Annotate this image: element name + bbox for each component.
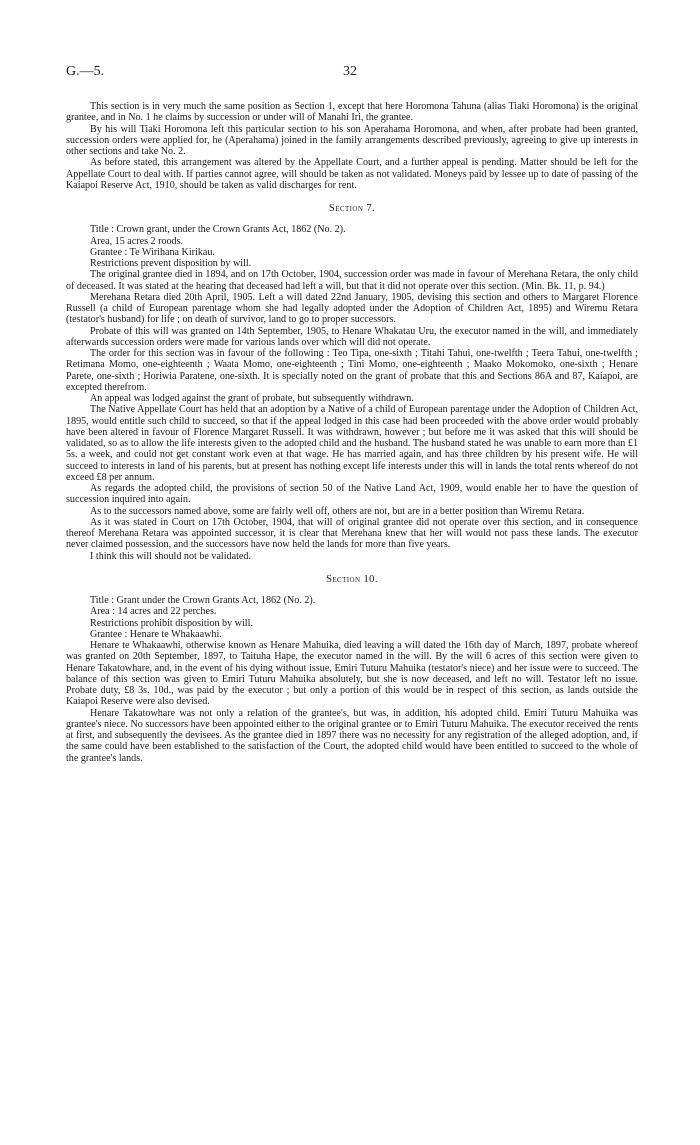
paragraph: As before stated, this arrangement was altered by the Appellate Court, and a further appeal is pending. Matter should be left for the Appellate Court to deal with. If parties cannot agree, will should be taken as not validated. Moneys paid by lessee up to date of passing of the Kaiapoi Reserve Act, 1910, should be taken as valid discharges for rent. [66, 157, 638, 191]
section-10-title-field: Title : Grant under the Crown Grants Act, 1862 (No. 2). [90, 595, 316, 606]
section-10-restrictions-field: Restrictions prohibit disposition by will. [90, 617, 253, 629]
section-7-title-field: Title : Crown grant, under the Crown Grants Act, 1862 (No. 2). [90, 224, 346, 236]
paragraph: As to the successors named above, some are fairly well off, others are not, but are in a better position than Wiremu Retara. [90, 505, 585, 517]
page-header [66, 64, 634, 80]
page-number: 32 [343, 64, 357, 79]
paragraph: The order for this section was in favour of the following : Teo Tipa, one-sixth ; Titahi Tahui, one-twelfth ; Teera Tahui, one-twelfth ; Retimana Momo, one-eighteenth ; Waata Momo, one-eighteenth ; Tini Momo, one-eighteenth ; Maako Mokomoko, one-sixth ; Henare Parete, one-sixth ; Horiwia Paratene, one-sixth. It is specially noted on the grant of probate that this and Sections 86A and 87, Kaiapoi, are excepted therefrom. [66, 348, 638, 393]
section-10-heading: Section 10. [326, 573, 378, 585]
paragraph: As regards the adopted child, the provisions of section 50 of the Native Land Act, 1909, would enable her to have the question of succession inquired into again. [66, 483, 638, 506]
paragraph: Probate of this will was granted on 14th September, 1905, to Henare Whakatau Uru, the executor named in the will, and immediately afterwards succession orders were made for various lands over which will did not operate. [66, 325, 638, 348]
page-body [66, 101, 638, 764]
section-7-restrictions-field: Restrictions prevent disposition by will. [90, 258, 252, 269]
section-10-area-field: Area : 14 acres and 22 perches. [90, 606, 217, 618]
paragraph: Henare te Whakaawhi, otherwise known as Henare Mahuika, died leaving a will dated the 16th day of March, 1897, probate whereof was granted on 20th September, 1897, to Taituha Hape, the executor named in the will. By the will 6 acres of this section were given to Henare Takatowhare, and, in the event of his dying without issue, Emiri Tuturu Mahuika (testator's niece) and her issue were to succeed. The balance of this section was given to Emiri Tuturu Mahuika absolutely, but she is now deceased, and left no will. Testator left no issue. Probate duty, £8 3s. 10d., was paid by the executor ; but only a portion of this would be in respect of this section, as lands outside the Kaiapoi Reserve were also devised. [66, 640, 638, 708]
section-7-grantee-field: Grantee : Te Wirihana Kirikau. [90, 246, 215, 258]
paragraph: Henare Takatowhare was not only a relation of the grantee's, but was, in addition, his adopted child. Emiri Tuturu Mahuika was grantee's niece. No successors have been appointed either to the original grantee or to Emiri Tuturu Mahuika. The executor received the rents at first, and subsequently the devisees. As the grantee died in 1897 there was no necessity for any registration of the alleged adoption, and, if the same could have been established to the satisfaction of the Court, the adopted child would have been entitled to succeed to the whole of the grantee's lands. [66, 707, 638, 764]
paragraph: An appeal was lodged against the grant of probate, but subsequently withdrawn. [90, 393, 414, 404]
paragraph: Merehana Retara died 20th April, 1905. Left a will dated 22nd January, 1905, devising this section and others to Margaret Florence Russell (a child of European parentage whom she had legally adopted under the Adoption of Children Act, 1895) and Wiremu Retara (testator's husband) for life ; on death of survivor, land to go to proper successors. [66, 291, 638, 326]
section-7-area-field: Area, 15 acres 2 roods. [90, 235, 184, 247]
paragraph: As it was stated in Court on 17th October, 1904, that will of original grantee did not operate over this section, and in consequence thereof Merehana Retara was appointed successor, it is clear that Merehana knew that her will would not pass these lands. The executor never claimed possession, and the successors have now held the lands for more than five years. [66, 516, 638, 551]
paragraph: The original grantee died in 1894, and on 17th October, 1904, succession order was made in favour of Merehana Retara, the only child of deceased. It was stated at the hearing that deceased had left a will, but that it did not operate over this section. (Min. Bk. 11, p. 94.) [66, 269, 638, 292]
paragraph: This section is in very much the same position as Section 1, except that here Horomona Tahuna (alias Tiaki Horomona) is the original grantee, and in No. 1 he claims by succession or under will of Manahi Iri, the grantee. [66, 101, 638, 124]
paragraph: By his will Tiaki Horomona left this particular section to his son Aperahama Horomona, and when, after probate had been granted, succession orders were applied for, he (Aperahama) joined in the family arrangements described previously, agreeing to give up interests in other sections and take No. 2. [66, 123, 638, 157]
section-10-grantee-field: Grantee : Henare te Whakaawhi. [90, 628, 222, 640]
document-reference: G.—5. [66, 64, 105, 79]
paragraph: I think this will should not be validated. [90, 550, 251, 562]
paragraph: The Native Appellate Court has held that an adoption by a Native of a child of European parentage under the Adoption of Children Act, 1895, would entitle such child to succeed, so that if the appeal lodged in this case had been proceeded with the above order would probably have been altered in favour of Florence Margaret Russell. It was withdrawn, however ; but before me it was asked that this will should be validated, so as to allow the life interests given to the adopted child and the husband. The husband stated he was unable to earn more than £1 5s. a week, and could not get constant work even at that wage. He has married again, and has three children by his present wife. He will succeed to interests in land of his parents, but at present has nothing except life interests under this will in lands the total rents whereof do not exceed £8 per annum. [66, 404, 638, 483]
section-7-heading: Section 7. [328, 203, 376, 214]
